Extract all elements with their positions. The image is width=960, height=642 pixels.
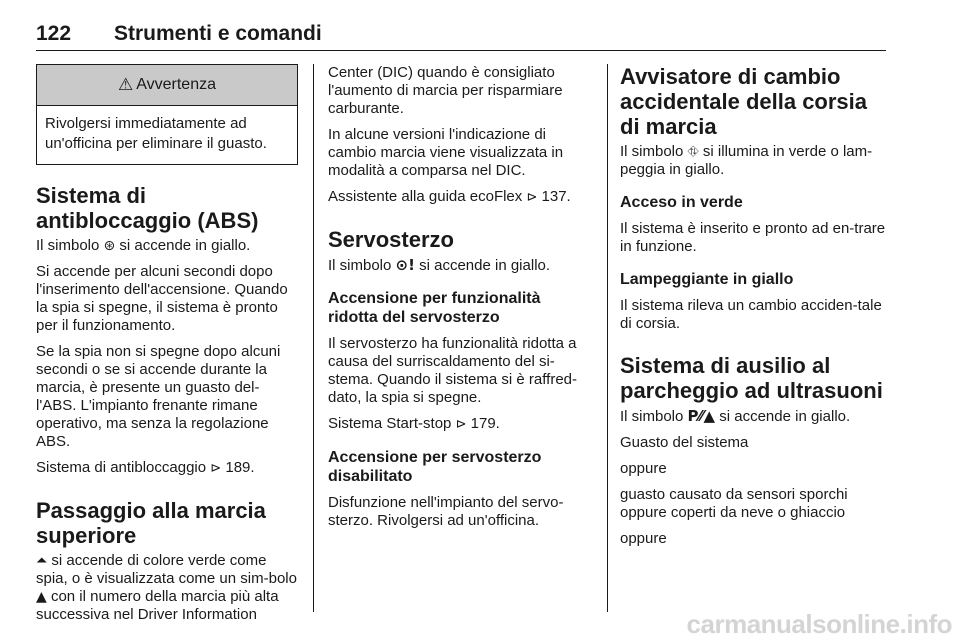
section-title: Strumenti e comandi xyxy=(114,22,322,45)
lane-departure-icon: ⛗ xyxy=(687,144,699,160)
lane-subheading: Acceso in verde xyxy=(620,194,743,211)
column-divider xyxy=(313,64,314,612)
lane-paragraph: Il sistema rileva un cambio acciden-tale di corsia. xyxy=(620,297,882,332)
watermark: carmanualsonline.info xyxy=(686,609,952,639)
lane-paragraph: Il sistema è inserito e pronto ad en-trare in funzione. xyxy=(620,220,886,255)
column-divider xyxy=(607,64,608,612)
abs-paragraph: Si accende per alcuni secondi dopo l'inserimento dell'accensione. Quando la spia si spegne, il sistema è pronto per il funzionamento. xyxy=(36,263,288,334)
upshift-paragraph: ⏶ si accende di colore verde come spia, o è visualizzata come un sim-bolo ▲ con il numero della marcia più alta successiva nel Driver Information xyxy=(36,552,297,623)
steering-reference: Sistema Start-stop ⊳ 179. xyxy=(328,415,500,432)
steering-paragraph: Disfunzione nell'impianto del servo-sterzo. Rivolgersi ad un'officina. xyxy=(328,494,564,529)
parking-paragraph: oppure xyxy=(620,530,667,547)
warning-triangle-icon: ⚠ xyxy=(118,75,134,94)
column-1 xyxy=(36,64,298,632)
abs-warning-icon: ⊛ xyxy=(103,238,116,254)
warning-title: Avvertenza xyxy=(136,76,216,93)
parking-paragraph: Il simbolo P⁄⁄▲ si accende in giallo. xyxy=(620,407,851,425)
reference-arrow-icon: ⊳ xyxy=(455,417,467,432)
upshift-paragraph: In alcune versioni l'indicazione di cambio marcia viene visualizzata in modalità a comparsa nel DIC. xyxy=(328,126,564,179)
lane-heading: Avvisatore di cambio accidentale della corsia di marcia xyxy=(620,64,868,139)
parking-paragraph: oppure xyxy=(620,460,667,477)
abs-reference: Sistema di antibloccaggio ⊳ 189. xyxy=(36,459,255,476)
upshift-reference: Assistente alla guida ecoFlex ⊳ 137. xyxy=(328,188,571,205)
warning-box xyxy=(36,64,298,165)
reference-arrow-icon: ⊳ xyxy=(526,190,538,205)
column-2 xyxy=(328,64,594,538)
steering-subheading: Accensione per servosterzo disabilitato xyxy=(328,449,542,485)
abs-paragraph: Se la spia non si spegne dopo alcuni secondi o se si accende durante la marcia, è presente un guasto del-l'ABS. L'impianto frenante rimane operativo, ma senza la regolazione ABS. xyxy=(36,343,281,450)
abs-paragraph: Il simbolo ⊛ si accende in giallo. xyxy=(36,237,251,254)
warning-text: Rivolgersi immediatamente ad un'officina per eliminare il guasto. xyxy=(45,115,267,152)
lane-paragraph: Il simbolo ⛗ si illumina in verde o lam-peggia in giallo. xyxy=(620,143,873,178)
lane-subheading: Lampeggiante in giallo xyxy=(620,271,794,288)
steering-paragraph: Il servosterzo ha funzionalità ridotta a causa del surriscaldamento del si-stema. Quando il sistema si è raffred-dato, la spia si spegne. xyxy=(328,335,577,406)
abs-heading: Sistema di antibloccaggio (ABS) xyxy=(36,183,259,233)
reference-arrow-icon: ⊳ xyxy=(210,461,222,476)
parking-paragraph: guasto causato da sensori sporchi oppure coperti da neve o ghiaccio xyxy=(620,486,848,521)
column-3 xyxy=(620,64,888,556)
steering-heading: Servosterzo xyxy=(328,227,454,252)
parking-sensor-icon: P⁄⁄▲ xyxy=(687,407,716,425)
warning-header xyxy=(37,65,297,106)
parking-paragraph: Guasto del sistema xyxy=(620,434,749,451)
upshift-paragraph-cont: Center (DIC) quando è consigliato l'aumento di marcia per risparmiare carburante. xyxy=(328,64,563,117)
page-header xyxy=(36,22,886,51)
upshift-icon: ⏶ xyxy=(36,553,48,569)
steering-paragraph: Il simbolo ⊙! si accende in giallo. xyxy=(328,256,551,274)
page-number: 122 xyxy=(36,22,72,45)
steering-subheading: Accensione per funzionalità ridotta del servosterzo xyxy=(328,290,541,326)
up-arrow-icon: ▲ xyxy=(36,589,47,605)
parking-heading: Sistema di ausilio al parcheggio ad ultrasuoni xyxy=(620,353,883,403)
power-steering-icon: ⊙! xyxy=(395,256,415,274)
upshift-heading: Passaggio alla marcia superiore xyxy=(36,498,266,548)
